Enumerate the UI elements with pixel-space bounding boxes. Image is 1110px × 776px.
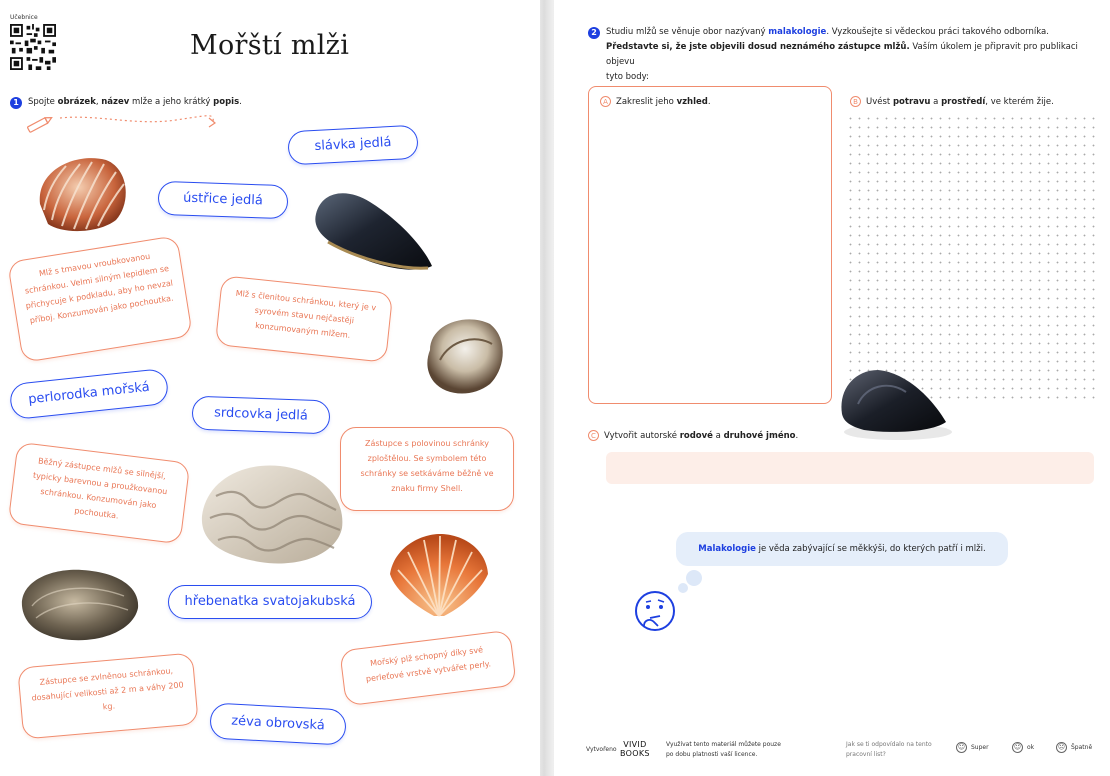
name-card-zeva[interactable]: zéva obrovská — [209, 702, 347, 745]
logo-line: VIVID — [623, 740, 647, 749]
right-page — [554, 0, 1110, 776]
name-card-ustrice[interactable]: ústřice jedlá — [157, 181, 288, 220]
task2-bold: Představte si, že jste objevili dosud neznámého zástupce mlžů. — [606, 42, 910, 52]
license-text: Využívat tento materiál můžete pouze — [666, 741, 781, 748]
page-title: Mořští mlži — [190, 30, 350, 61]
pearl-oyster-shell-image[interactable] — [420, 310, 510, 400]
giant-clam-shell-image[interactable] — [196, 456, 348, 568]
mussel-shell-image[interactable] — [308, 184, 436, 276]
name-card-slavka[interactable]: slávka jedlá — [287, 125, 419, 166]
thought-bubble-dot — [686, 570, 702, 586]
rating-bad-button[interactable] — [1056, 742, 1092, 753]
malakologie-term: Malakologie — [698, 544, 756, 554]
thought-bubble-dot — [678, 583, 688, 593]
rating-label: ok — [1027, 744, 1035, 751]
pencil-icon — [26, 110, 226, 138]
description-card-4[interactable]: Běžný zástupce mlžů se silnější, typicky barevnou a proužkovanou schránkou. Konzumován jako pochoutka. — [8, 442, 191, 545]
question-text: Jak se ti odpovídalo na tento — [846, 741, 932, 748]
left-page — [0, 0, 540, 776]
vivid-books-logo — [620, 740, 650, 758]
item-b-label — [850, 96, 1054, 107]
task2-text: Vaším úkolem je připravit pro publikaci objevu — [606, 42, 1078, 67]
question-text: pracovní list? — [846, 751, 886, 758]
task2-text: tyto body: — [606, 72, 649, 82]
letter-b-icon: B — [850, 96, 861, 107]
feedback-question — [846, 740, 932, 760]
item-c-text: Vytvořit autorské — [604, 431, 680, 441]
task2-instruction — [606, 25, 1096, 85]
task1-number: 1 — [10, 97, 22, 109]
name-card-perlorodka[interactable]: perlorodka mořská — [9, 368, 170, 420]
description-card-3[interactable]: Zástupce s polovinou schránky zploštělou. Se symbolem této schránky se setkáváme běžně ve znaku firmy Shell. — [340, 427, 514, 511]
drawing-area[interactable] — [588, 86, 832, 404]
task1-text: . — [239, 97, 242, 107]
brand-label: Učebnice — [10, 14, 38, 21]
item-c-text: . — [795, 431, 799, 441]
task1-text: mlže a jeho krátký — [129, 97, 214, 107]
license-text: po dobu platnosti vaší licence. — [666, 751, 758, 758]
description-card-1[interactable]: Mlž s tmavou vroubkovanou schránkou. Velmi silným lepidlem se přichycuje k podkladu, aby ho nevzal příboj. Konzumován jako pochoutka. — [7, 235, 193, 363]
rating-label: Špatně — [1071, 744, 1093, 751]
task1-bold-name: název — [101, 97, 130, 107]
qr-code-icon[interactable] — [10, 24, 56, 70]
genus-species-name-field[interactable] — [606, 452, 1094, 484]
created-label: Vytvořeno — [586, 746, 617, 753]
mussel-shell-image — [836, 364, 956, 442]
cockle-shell-image[interactable] — [32, 150, 132, 234]
item-b-text: , ve kterém žije. — [985, 97, 1054, 107]
letter-a-icon: A — [600, 96, 611, 107]
item-c-label — [588, 430, 798, 441]
name-card-hrebenatka[interactable]: hřebenatka svatojakubská — [168, 585, 372, 619]
item-a-label — [600, 96, 711, 107]
description-card-2[interactable]: Mlž s členitou schránkou, který je v syrovém stavu nejčastěji konzumovaným mlžem. — [215, 275, 393, 363]
oyster-shell-image[interactable] — [16, 562, 144, 644]
thinking-face-icon — [634, 590, 676, 632]
task1-bold-desc: popis — [213, 97, 240, 107]
smiley-happy-icon: ☺ — [957, 743, 966, 751]
smiley-sad-icon: ☹ — [1057, 743, 1066, 751]
item-a-bold: vzhled — [676, 97, 708, 107]
rating-super-button[interactable] — [956, 742, 989, 753]
rating-label: Super — [971, 744, 989, 751]
item-c-text: a — [712, 431, 724, 441]
item-a-text: Zakreslit jeho — [616, 97, 677, 107]
logo-line: BOOKS — [620, 749, 650, 758]
item-b-text: Uvést — [866, 97, 893, 107]
scallop-shell-image[interactable] — [384, 530, 494, 622]
info-bubble — [676, 532, 1008, 566]
item-c-bold: druhové jméno — [723, 431, 796, 441]
dot-grid-writing-area[interactable] — [846, 114, 1096, 404]
task2-number: 2 — [588, 27, 600, 39]
malakologie-term: malakologie — [768, 27, 827, 37]
description-card-6[interactable]: Mořský plž schopný díky své perleťové vrstvě vytvářet perly. — [339, 630, 517, 707]
rating-ok-button[interactable] — [1012, 742, 1034, 753]
item-c-bold: rodové — [679, 431, 713, 441]
item-b-bold: prostředí — [941, 97, 986, 107]
item-b-bold: potravu — [892, 97, 931, 107]
item-a-text: . — [707, 97, 711, 107]
description-card-5[interactable]: Zástupce se zvlněnou schránkou, dosahující velikosti až 2 m a váhy 200 kg. — [17, 652, 199, 739]
task2-text: . Vyzkoušejte si vědeckou práci takového odborníka. — [826, 27, 1049, 37]
letter-c-icon: C — [588, 430, 599, 441]
bubble-text: je věda zabývající se měkkýši, do kterých patří i mlži. — [755, 544, 986, 554]
name-card-srdcovka[interactable]: srdcovka jedlá — [191, 396, 330, 435]
task1-text: Spojte — [28, 97, 58, 107]
task2-text: Studiu mlžů se věnuje obor nazývaný — [606, 27, 769, 37]
task1-bold-image: obrázek — [57, 97, 96, 107]
task1-text: , — [95, 97, 102, 107]
license-note — [666, 740, 781, 760]
smiley-neutral-icon: ☺ — [1013, 743, 1022, 751]
item-b-text: a — [930, 97, 942, 107]
task1-instruction — [28, 95, 242, 110]
footer — [554, 728, 1110, 768]
